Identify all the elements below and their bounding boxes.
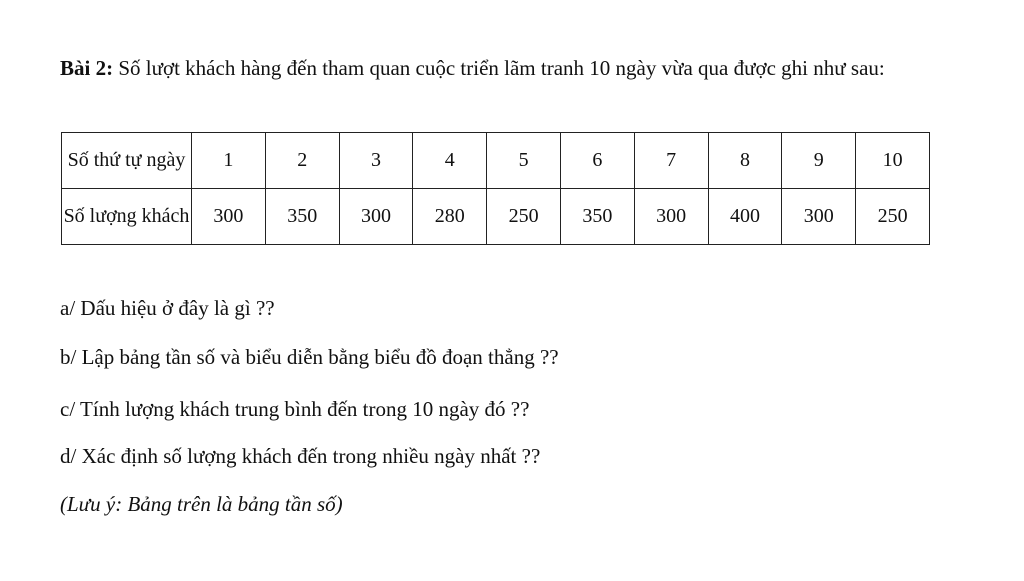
question-a: a/ Dấu hiệu ở đây là gì ?? — [60, 296, 275, 320]
day-cell: 8 — [708, 133, 782, 189]
question-c: c/ Tính lượng khách trung bình đến trong 10 ngày đó ?? — [60, 397, 530, 421]
day-cell: 6 — [560, 133, 634, 189]
problem-text: Số lượt khách hàng đến tham quan cuộc triển lãm tranh 10 ngày vừa qua được ghi như sau: — [113, 56, 885, 80]
note: (Lưu ý: Bảng trên là bảng tần số) — [60, 492, 343, 516]
visitor-cell: 300 — [339, 189, 413, 245]
visitor-cell: 400 — [708, 189, 782, 245]
problem-label: Bài 2: — [60, 56, 114, 80]
day-cell: 2 — [265, 133, 339, 189]
visitor-table — [61, 132, 930, 245]
day-cell: 9 — [782, 133, 856, 189]
table-row-visitors — [62, 189, 930, 245]
visitor-cell: 350 — [265, 189, 339, 245]
visitor-cell: 250 — [487, 189, 561, 245]
day-cell: 5 — [487, 133, 561, 189]
question-d: d/ Xác định số lượng khách đến trong nhiều ngày nhất ?? — [60, 444, 541, 468]
visitor-cell: 300 — [192, 189, 266, 245]
day-cell: 7 — [634, 133, 708, 189]
header-cell-day-number: Số thứ tự ngày — [62, 133, 192, 189]
day-cell: 10 — [856, 133, 930, 189]
visitor-cell: 350 — [560, 189, 634, 245]
table-row-days — [62, 133, 930, 189]
visitor-cell: 250 — [856, 189, 930, 245]
day-cell: 3 — [339, 133, 413, 189]
visitor-cell: 300 — [782, 189, 856, 245]
header-cell-visitor-count: Số lượng khách — [62, 189, 192, 245]
day-cell: 1 — [192, 133, 266, 189]
visitor-cell: 280 — [413, 189, 487, 245]
day-cell: 4 — [413, 133, 487, 189]
question-b: b/ Lập bảng tần số và biểu diễn bằng biểu đồ đoạn thẳng ?? — [60, 345, 559, 369]
visitor-cell: 300 — [634, 189, 708, 245]
problem-statement — [60, 52, 960, 84]
